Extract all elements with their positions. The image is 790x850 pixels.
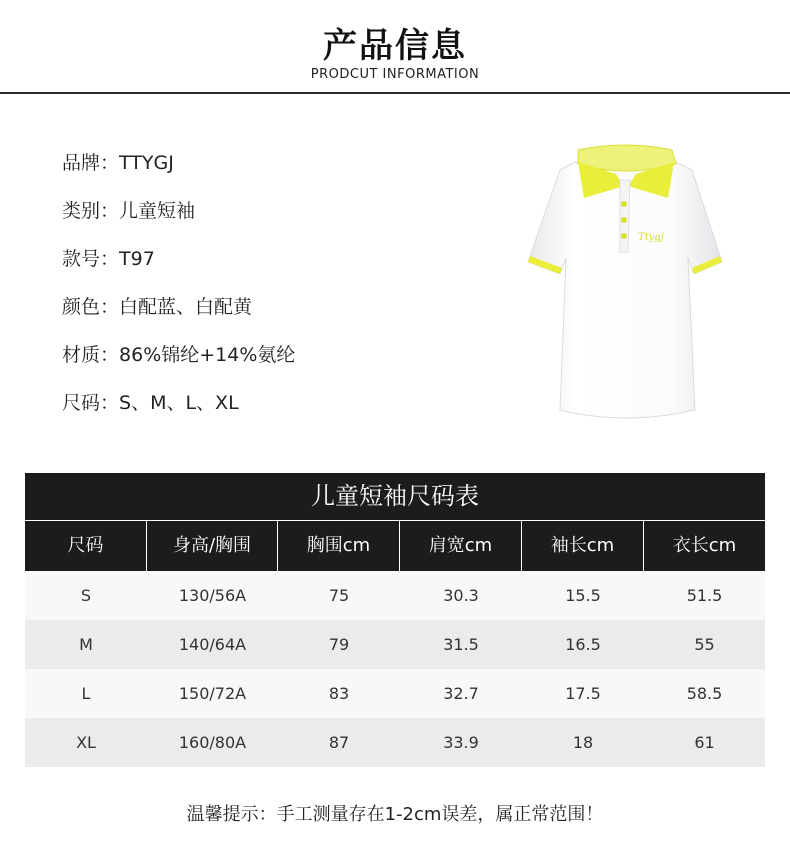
button	[621, 233, 627, 239]
page-header	[0, 0, 790, 95]
table-cell: 16.5	[565, 635, 601, 654]
table-cell: 150/72A	[178, 684, 247, 703]
column-header: 尺码	[25, 521, 147, 571]
info-label: 类别：	[62, 200, 120, 222]
table-cell: 51.5	[686, 586, 723, 605]
table-cell: 75	[328, 586, 350, 605]
button	[621, 217, 627, 223]
info-row-category	[62, 191, 482, 239]
table-cell: 160/80A	[178, 733, 247, 752]
table-cell: 17.5	[565, 684, 601, 703]
table-cell: 61	[694, 733, 715, 752]
column-header: 胸围cm	[278, 521, 400, 571]
info-row-style-number	[62, 239, 482, 287]
table-cell: 31.5	[443, 635, 479, 654]
info-label: 尺码：	[62, 392, 120, 414]
table-cell: XL	[76, 733, 96, 752]
header-divider	[0, 92, 790, 94]
info-value: 86%锦纶+14%氨纶	[119, 344, 296, 366]
page-subtitle: PRODCUT INFORMATION	[310, 67, 480, 82]
table-cell: 79	[328, 635, 350, 654]
info-label: 款号：	[62, 248, 120, 270]
button	[621, 201, 627, 207]
table-row	[25, 669, 765, 718]
size-chart-title: 儿童短袖尺码表	[25, 473, 765, 520]
product-info-list	[62, 143, 482, 431]
info-value: TTYGJ	[119, 152, 174, 174]
column-header: 袖长cm	[522, 521, 644, 571]
table-cell: 32.7	[443, 684, 479, 703]
table-cell: 33.9	[443, 733, 479, 752]
column-header: 身高/胸围	[147, 521, 278, 571]
table-cell: L	[81, 684, 91, 703]
table-cell: 18	[572, 733, 594, 752]
info-row-brand	[62, 143, 482, 191]
info-row-size	[62, 383, 482, 431]
info-row-color	[62, 287, 482, 335]
table-cell: 55	[694, 635, 715, 654]
info-row-material	[62, 335, 482, 383]
chest-logo: Ttygj	[638, 232, 664, 243]
info-label: 品牌：	[62, 152, 120, 174]
table-cell: 58.5	[686, 684, 723, 703]
table-row	[25, 620, 765, 669]
column-header: 衣长cm	[644, 521, 765, 571]
size-chart	[25, 473, 765, 767]
table-cell: 15.5	[565, 586, 601, 605]
table-cell: 83	[328, 684, 350, 703]
table-cell: 140/64A	[178, 635, 247, 654]
table-row	[25, 718, 765, 767]
column-header: 肩宽cm	[400, 521, 522, 571]
info-label: 材质：	[62, 344, 120, 366]
info-label: 颜色：	[62, 296, 120, 318]
table-row	[25, 571, 765, 620]
info-value: S、M、L、XL	[119, 392, 239, 414]
info-value: 儿童短袖	[119, 200, 196, 222]
polo-shirt-image	[520, 140, 730, 425]
info-value: T97	[119, 248, 155, 270]
table-cell: 30.3	[443, 586, 479, 605]
table-cell: 87	[328, 733, 350, 752]
measurement-note: 温馨提示：手工测量存在1-2cm误差，属正常范围！	[186, 804, 604, 825]
table-cell: 130/56A	[178, 586, 247, 605]
table-cell: M	[79, 635, 93, 654]
page-title: 产品信息	[323, 26, 467, 66]
info-value: 白配蓝、白配黄	[119, 296, 253, 318]
size-chart-header-row	[25, 521, 765, 571]
table-cell: S	[80, 586, 92, 605]
